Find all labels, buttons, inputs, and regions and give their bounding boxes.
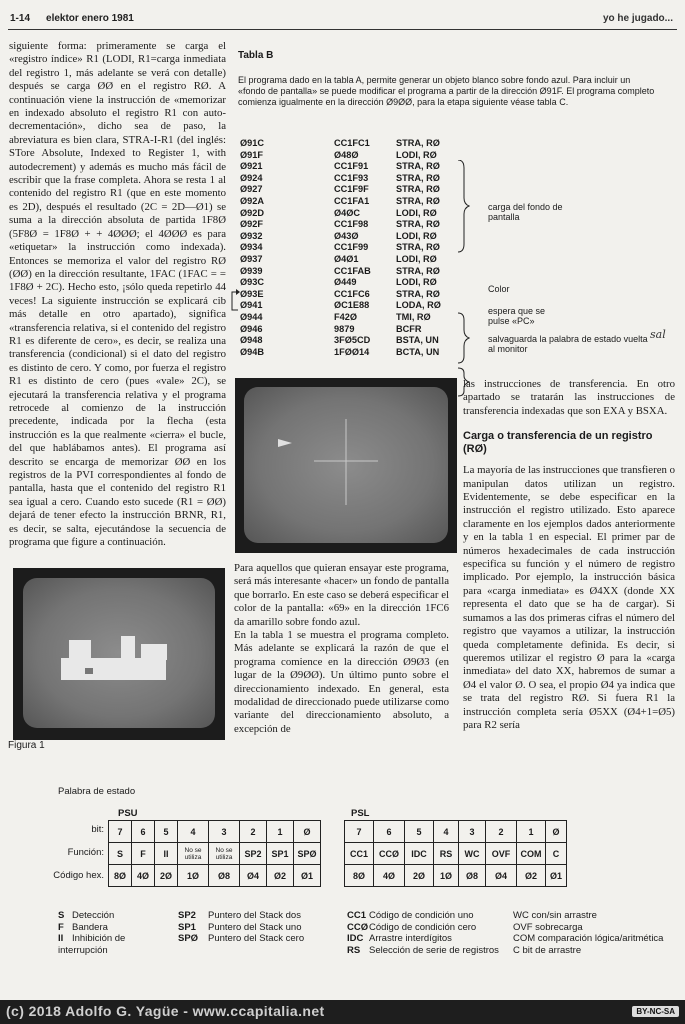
right-body: La mayoría de las instrucciones que transfieren o manipulan datos utilizan un registro. Evidentemente, se debe especificar en la instrucción el registro utilizado. Esto aparece claramente en los ejemplos dados anteriormente y en la tabla 1 en especial. El primer par de números hexadecimales de cada instrucción especifica su función y el número de registro implicado. Por ejemplo, la instrucción básica para «carga inmediata» es Ø4XX (donde XX representa el dato que se ha de cargar). Si sumamos a las dos primeras cifras el número del registro que vayamos a utilizar, la instrucción queda completamente definida. Es decir, si queremos utilizar el registro Ø para la «carga inmediata» del dato XX, habremos de sumar a Ø4 el valor Ø. O sea, el propio Ø4 ya indica que se trata del registro RØ. Si fuera R1 la instrucción completa sería Ø5XX (Ø4+1=Ø5) para R2 sería [463, 464, 675, 731]
tabla-b [232, 42, 672, 372]
register-cell: 5 [155, 821, 178, 843]
legend-key: F [58, 921, 64, 933]
register-row-hex [345, 865, 567, 887]
legend-key: SPØ [178, 933, 199, 944]
listing-address: Ø93C [240, 277, 265, 288]
register-cell: 1Ø [178, 865, 209, 887]
block-left [69, 640, 91, 660]
register-row-hex [109, 865, 321, 887]
register-cell: IDC [405, 843, 434, 865]
register-cell: No se utiliza [209, 843, 240, 865]
legend-item: C bit de arrastre [513, 944, 582, 956]
listing-address: Ø92F [240, 219, 263, 230]
legend-key: SP2 [178, 910, 196, 921]
listing-mnemonic: BCTA, UN [396, 346, 440, 357]
legend-key: RS [347, 944, 361, 956]
register-cell: C [546, 843, 567, 865]
legend-key: CC1 [347, 910, 367, 921]
right-column [463, 378, 675, 740]
listing-mnemonic: STRA, RØ [396, 288, 440, 299]
listing-address: Ø91C [240, 138, 265, 148]
register-cell: F [132, 843, 155, 865]
left-column [9, 40, 226, 560]
figura-1 [0, 740, 685, 970]
listing-address: Ø941 [240, 300, 263, 311]
mid-paragraph-2: En la tabla 1 se muestra el programa completo. Más adelante se explicará la razón de que el programa comience en la dirección Ø9Ø3 (en lugar de la Ø9ØØ). Un último punto sobre el direccionamiento indexado. En general, esta modalidad de direccionado puede utilizarse como variante del direccionamiento absoluto, a excepción de [234, 629, 449, 735]
legend-key: SP1 [178, 921, 196, 933]
screen-graphic [23, 578, 215, 728]
legend-item [347, 922, 512, 934]
listing-mnemonic: STRA, RØ [396, 172, 440, 183]
figure-label: Figura 1 [8, 740, 45, 751]
listing-code: CC1F9F [334, 184, 369, 195]
listing-mnemonic: STRA, RØ [396, 219, 440, 230]
ship-shape [278, 439, 292, 447]
register-cell: Ø1 [294, 865, 321, 887]
register-cell: 3 [209, 821, 240, 843]
listing-mnemonic: LODI, RØ [396, 207, 437, 218]
listing-mnemonic: STRA, RØ [396, 196, 440, 206]
register-cell: CC1 [345, 843, 374, 865]
header-left [10, 13, 134, 24]
legend-value: Código de condición uno [369, 910, 474, 921]
handwritten-note: sal [650, 328, 666, 341]
legend-item [347, 910, 512, 922]
listing-address: Ø92A [240, 196, 265, 206]
register-cell: 5 [405, 821, 434, 843]
legend-key: II [58, 933, 64, 944]
block-mid [121, 636, 135, 660]
register-cell: No se utiliza [178, 843, 209, 865]
listing-address: Ø937 [240, 254, 263, 264]
page-number: 1-14 [10, 13, 31, 24]
legend-item [347, 933, 512, 945]
tv-screen [244, 387, 448, 543]
legend-item [178, 922, 338, 934]
register-cell: 2Ø [405, 865, 434, 887]
legend-value: Bandera [72, 921, 108, 933]
listing-code: CC1FA1 [334, 196, 370, 206]
listing-code: CC1F91 [334, 161, 369, 172]
tabla-b-intro: El programa dado en la tabla A, permite generar un objeto blanco sobre fondo azul. Para incluir un «fondo de pantalla» se puede modificar el programa a partir de la dirección Ø91F. El programa completo comienza igualmente en la dirección Ø9ØØ, para la etapa siguiente véase tabla C. [238, 75, 655, 107]
listing-address: Ø92D [240, 207, 265, 218]
listing-code: CC1FC6 [334, 288, 370, 299]
header-rule [8, 29, 677, 30]
brace-carga [458, 160, 469, 252]
row-label-hex: Código hex. [53, 870, 104, 881]
listing-mnemonic: STRA, RØ [396, 242, 440, 253]
listing-code: Ø4ØC [334, 207, 361, 218]
legend-value: Puntero del Stack cero [208, 933, 305, 944]
legend-value: Arrastre interdígitos [369, 933, 452, 944]
legend-psu-2 [178, 910, 338, 945]
psu-label: PSU [118, 808, 138, 819]
register-cell: Ø4 [486, 865, 517, 887]
tv-screen [23, 578, 215, 728]
listing-mnemonic: STRA, RØ [396, 138, 440, 148]
register-cell: 4 [178, 821, 209, 843]
block-right [141, 644, 167, 660]
listing-address: Ø94B [240, 346, 265, 357]
legend-item [58, 933, 168, 956]
arrow-line [232, 292, 239, 310]
register-cell: Ø [546, 821, 567, 843]
legend-value: Detección [72, 910, 115, 921]
legend-value: Puntero del Stack uno [208, 921, 302, 933]
listing-mnemonic: LODI, RØ [396, 149, 437, 160]
register-cell: 1Ø [434, 865, 459, 887]
register-cell: Ø4 [240, 865, 267, 887]
register-cell: 1 [267, 821, 294, 843]
listing-address: Ø93E [240, 288, 264, 299]
listing-mnemonic: LODA, RØ [396, 300, 441, 311]
legend-key: S [58, 910, 65, 921]
legend-item: OVF sobrecarga [513, 921, 583, 933]
listing-mnemonic: BSTA, UN [396, 335, 439, 346]
register-row-bits [109, 821, 321, 843]
register-cell: SP1 [267, 843, 294, 865]
register-cell: Ø2 [267, 865, 294, 887]
listing-mnemonic: STRA, RØ [396, 161, 440, 172]
loop-arrow [228, 288, 242, 318]
listing-address: Ø948 [240, 335, 263, 346]
legend-item [178, 933, 338, 945]
magazine-title: elektor enero 1981 [46, 13, 134, 24]
register-cell: OVF [486, 843, 517, 865]
legend-item [58, 922, 168, 934]
listing-address: Ø927 [240, 184, 263, 195]
listing-address: Ø932 [240, 230, 263, 241]
legend-key: IDC [347, 933, 364, 944]
left-paragraph: siguiente forma: primeramente se carga el «registro índice» R1 (LODI, R1=carga inmediata del registro 1, más adelante se verá con detalle) después se carga ØØ en el registro RØ. A continuación viene la instrucción de «memorizar en indexado absoluto el registro R1 con auto-decrementación», dicho sea de paso, la abreviatura es bien clara, STRA-I-R1 (del inglés: STore Absolute, Indexed to Register 1, with autodecrement) y además es mucho más fácil de escribir que la frase completa. Ahora se resta 1 al contenido del registro R1 (que en este momento es 2D), después el resultado (2C = 2D—Ø1) se suma a la dirección absoluta de partida 1F8Ø (5F8Ø = 1F8Ø + + 4ØØØ; el 4ØØØ es para «etiquetar» la instrucción como indexada). Entonces se memoriza el valor del registro RØ (ØØ) en la dirección resultante, 1FAC (1FAC = = 1F8Ø + 2C). Hecho esto, ¡sólo queda repetirlo 44 veces! La siguiente instrucción se explicará cib más detalle en otro apartado), significa «transferencia relativa, si el contenido del registro R1 es diferente de cero», es decir, se realiza una transferencia (condicional) si el dato del registro es distinto de cero. Y como, por fuerza el registro R1 es distinto de cero (pues «vale» 2C), se ejecutará la transferencia relativa y el programa retrocede al comienzo de la instrucción precedente, indicada por la flecha (esta instrucción es la que realmente «cierra» el bucle, del que hablábamos antes). El programa así descrito se encarga de memorizar ØØ en los registros de la PVI correspondientes al fondo de pantalla, hasta que el contenido del registro R1 sea igual a cero. Cuando esto sucede (R1 = ØØ) dejará de tener efecto la instrucción BRNR, R1, es decir, se salta, ejecutándose la secuencia de programa que figure a continuación. [9, 40, 226, 549]
psu-table [108, 820, 321, 887]
right-intro: las instrucciones de transferencia. En otro apartado se tratarán las instrucciones de transferencia indexadas que son EXA y BSXA. [463, 378, 675, 417]
listing-address: Ø946 [240, 323, 263, 334]
register-row-func [345, 843, 567, 865]
brace-espera [458, 313, 469, 363]
legend-item: COM comparación lógica/aritmética [513, 933, 664, 944]
braces [456, 160, 470, 410]
register-cell: 4Ø [374, 865, 405, 887]
listing-mnemonic: STRA, RØ [396, 184, 440, 195]
listing-code: CC1F99 [334, 242, 369, 253]
listing-code: 1FØØ14 [334, 346, 370, 357]
listing-code: F42Ø [334, 312, 357, 322]
legend-item [178, 910, 338, 922]
register-cell: Ø8 [209, 865, 240, 887]
register-cell: 2Ø [155, 865, 178, 887]
register-cell: SPØ [294, 843, 321, 865]
register-cell: Ø1 [546, 865, 567, 887]
listing-code: CC1FC1 [334, 138, 370, 148]
tv-screenshot-2 [13, 568, 225, 740]
register-cell: Ø2 [517, 865, 546, 887]
listing-address: Ø934 [240, 242, 263, 253]
listing-address: Ø924 [240, 172, 263, 183]
cc-license-badge: BY-NC-SA [632, 1006, 679, 1017]
listing-code: Ø48Ø [334, 149, 359, 160]
mid-paragraph-1: Para aquellos que quieran ensayar este programa, será más interesante «hacer» un fondo de pantalla que borrarlo. En este caso se deberá especificar el color de la pantalla: «69» en la dirección 1FC6 da amarillo sobre fondo azul. [234, 562, 449, 628]
register-cell: 8Ø [109, 865, 132, 887]
register-cell: 6 [374, 821, 405, 843]
register-cell: 7 [109, 821, 132, 843]
register-cell: Ø8 [459, 865, 486, 887]
legend-key: CCØ [347, 921, 369, 933]
palabra-label: Palabra de estado [58, 786, 136, 797]
block-hole [85, 668, 93, 674]
note-salva: salvaguarda la palabra de estado vuelta al monitor [488, 334, 648, 354]
register-cell: 1 [517, 821, 546, 843]
register-cell: COM [517, 843, 546, 865]
listing-code: CC1F93 [334, 172, 369, 183]
register-cell: 3 [459, 821, 486, 843]
tv-screenshot-1 [235, 378, 457, 553]
register-cell: 2 [486, 821, 517, 843]
register-row-bits [345, 821, 567, 843]
listing-code: ØC1E88 [334, 300, 370, 311]
register-cell: II [155, 843, 178, 865]
listing-mnemonic: BCFR [396, 323, 422, 334]
note-carga: carga del fondo de pantalla [488, 202, 563, 222]
listing-address: Ø944 [240, 312, 263, 322]
register-cell: RS [434, 843, 459, 865]
legend-psl-1 [347, 910, 512, 956]
listing-mnemonic: LODI, RØ [396, 254, 437, 264]
note-color: Color [488, 284, 510, 294]
listing-code: CC1F98 [334, 219, 369, 230]
right-heading: Carga o transferencia de un registro (RØ) [463, 430, 653, 456]
register-cell: WC [459, 843, 486, 865]
register-cell: Ø [294, 821, 321, 843]
psl-table [344, 820, 567, 887]
legend-item: WC con/sin arrastre [513, 910, 597, 921]
legend-value: Selección de serie de registros [369, 944, 499, 956]
row-label-bit: bit: [91, 824, 104, 835]
register-cell: SP2 [240, 843, 267, 865]
listing-code: Ø4Ø1 [334, 254, 359, 264]
register-cell: 6 [132, 821, 155, 843]
register-cell: 4Ø [132, 865, 155, 887]
listing-mnemonic: STRA, RØ [396, 265, 440, 276]
listing-mnemonic: TMI, RØ [396, 312, 431, 322]
note-espera: espera que se pulse «PC» [488, 306, 546, 326]
mid-column [234, 562, 449, 740]
legend-value: Código de condición cero [369, 921, 477, 933]
listing-address: Ø921 [240, 161, 263, 172]
legend-value: Puntero del Stack dos [208, 910, 301, 921]
legend-item [347, 945, 512, 957]
page-header [0, 0, 685, 34]
register-cell: S [109, 843, 132, 865]
tabla-b-title: Tabla B [238, 50, 274, 61]
register-cell: 2 [240, 821, 267, 843]
section-title: yo he jugado... [602, 13, 673, 24]
legend-value: Inhibición de interrupción [58, 933, 126, 956]
listing-address: Ø939 [240, 265, 263, 276]
arrow-head [236, 289, 240, 295]
legend-psl-2 [513, 910, 683, 956]
row-label-funcion: Función: [67, 847, 104, 858]
legend-item [58, 910, 168, 922]
register-cell: 4 [434, 821, 459, 843]
register-cell: CCØ [374, 843, 405, 865]
register-cell: 8Ø [345, 865, 374, 887]
footer-bar [0, 1000, 685, 1024]
listing-code: 3FØ5CD [334, 335, 371, 346]
listing-code: CC1FAB [334, 265, 371, 276]
listing-mnemonic: LODI, RØ [396, 230, 437, 241]
block-base [61, 658, 166, 680]
register-row-func [109, 843, 321, 865]
listing-mnemonic: LODI, RØ [396, 277, 437, 288]
psl-label: PSL [351, 808, 370, 819]
register-cell: 7 [345, 821, 374, 843]
listing-code: Ø449 [334, 277, 357, 288]
copyright: (c) 2018 Adolfo G. Yagüe - www.ccapitalia.net [6, 1003, 325, 1019]
listing-code: Ø43Ø [334, 230, 359, 241]
listing-code: 9879 [334, 323, 355, 334]
screen-graphic [244, 387, 448, 543]
legend-psu-1 [58, 910, 168, 956]
listing-address: Ø91F [240, 149, 263, 160]
